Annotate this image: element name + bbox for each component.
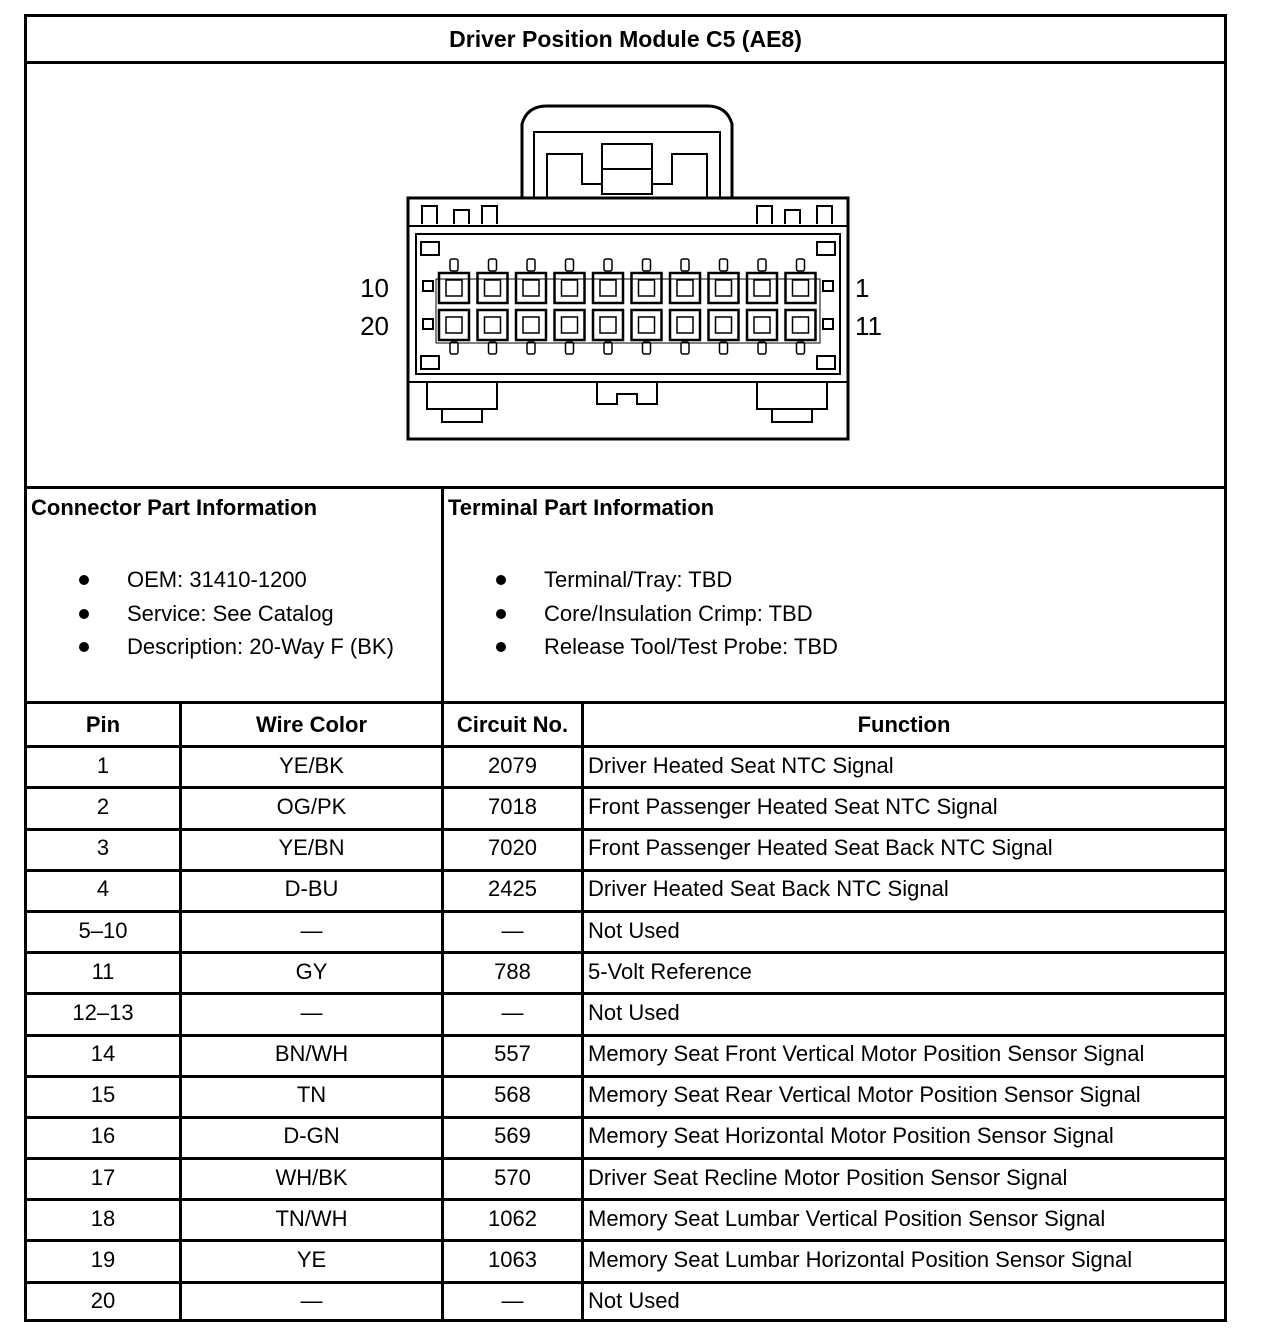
circuit-no-cell: 788 <box>494 958 531 984</box>
wire-color-cell: WH/BK <box>275 1164 348 1190</box>
pin-terminal <box>600 280 616 296</box>
pin-cell: 14 <box>90 1041 116 1067</box>
pin-terminal <box>639 317 655 333</box>
pin-cell: 1 <box>96 752 110 778</box>
list-item: Service: See Catalog <box>27 597 394 631</box>
list-item: OEM: 31410-1200 <box>27 563 394 597</box>
wire-color-cell: TN/WH <box>275 1205 348 1231</box>
wire-color-cell: — <box>300 1288 323 1314</box>
pin-latch <box>643 342 651 354</box>
connector-info-heading: Connector Part Information <box>31 495 318 520</box>
pin-cavity <box>747 273 777 303</box>
pin-label-10: 10 <box>360 273 389 303</box>
pin-cavity <box>709 273 739 303</box>
pin-label-20: 20 <box>360 311 389 341</box>
function-cell: Not Used <box>588 917 680 943</box>
pin-latch <box>720 259 728 271</box>
connector-diagram <box>27 64 1224 486</box>
pinout-sheet <box>24 14 1227 1322</box>
bullet-icon <box>79 642 89 652</box>
pin-latch <box>758 259 766 271</box>
pin-cell: 18 <box>90 1205 116 1231</box>
pin-terminal <box>677 280 693 296</box>
pin-latch <box>566 259 574 271</box>
circuit-no-cell: — <box>501 1288 524 1314</box>
wire-color-cell: YE/BK <box>279 752 344 778</box>
wire-color-cell: D-BU <box>284 876 339 902</box>
pin-terminal <box>716 317 732 333</box>
table-row <box>27 1281 1224 1322</box>
pin-latch <box>527 342 535 354</box>
circuit-no-cell: — <box>501 999 524 1025</box>
pin-latch <box>797 342 805 354</box>
pin-cavity <box>709 310 739 340</box>
list-item: Core/Insulation Crimp: TBD <box>444 597 838 631</box>
table-row <box>27 1157 1224 1198</box>
wire-color-cell: TN <box>296 1082 327 1108</box>
pin-latch <box>566 342 574 354</box>
pin-cavity <box>516 273 546 303</box>
pin-cavity <box>516 310 546 340</box>
bullet-icon <box>496 575 506 585</box>
table-row <box>27 910 1224 951</box>
function-cell: 5-Volt Reference <box>588 958 752 984</box>
pin-latch <box>450 259 458 271</box>
wire-color-cell: — <box>300 917 323 943</box>
circuit-no-cell: 557 <box>494 1041 531 1067</box>
wire-color-cell: D-GN <box>283 1123 340 1149</box>
circuit-no-cell: 1062 <box>488 1205 537 1231</box>
pin-terminal <box>793 280 809 296</box>
circuit-no-cell: 1063 <box>488 1247 537 1273</box>
pin-latch <box>604 259 612 271</box>
circuit-no-cell: 7018 <box>488 793 537 819</box>
pin-terminal <box>562 317 578 333</box>
pin-latch <box>450 342 458 354</box>
pin-latch <box>489 342 497 354</box>
divider <box>27 486 1224 489</box>
circuit-no-cell: — <box>501 917 524 943</box>
pinout-table <box>27 704 1224 1322</box>
table-row <box>27 1034 1224 1075</box>
circuit-no-cell: 568 <box>494 1082 531 1108</box>
pin-latch <box>681 259 689 271</box>
pin-terminal <box>523 280 539 296</box>
function-cell: Front Passenger Heated Seat Back NTC Signal <box>588 835 1053 861</box>
function-cell: Memory Seat Lumbar Vertical Position Sensor Signal <box>588 1205 1106 1231</box>
pin-latch <box>489 259 497 271</box>
terminal-info-list <box>444 563 838 664</box>
pin-label-11: 11 <box>855 311 882 341</box>
list-item: Release Tool/Test Probe: TBD <box>444 630 838 664</box>
pin-cell: 4 <box>96 876 110 902</box>
function-cell: Driver Seat Recline Motor Position Sensor Signal <box>588 1164 1068 1190</box>
function-cell: Memory Seat Front Vertical Motor Position Sensor Signal <box>588 1041 1145 1067</box>
pin-cavity <box>670 273 700 303</box>
pin-cavity <box>632 310 662 340</box>
pin-latch <box>797 259 805 271</box>
wire-color-cell: OG/PK <box>276 793 347 819</box>
table-row <box>27 1075 1224 1116</box>
pin-cavity <box>593 273 623 303</box>
pin-cavity <box>786 273 816 303</box>
pin-terminal <box>446 280 462 296</box>
header-circuit-no: Circuit No. <box>456 711 569 737</box>
function-cell: Not Used <box>588 999 680 1025</box>
pin-terminal <box>716 280 732 296</box>
pin-terminal <box>754 280 770 296</box>
pin-cavity <box>786 310 816 340</box>
pin-latch <box>681 342 689 354</box>
function-cell: Front Passenger Heated Seat NTC Signal <box>588 793 998 819</box>
pin-cavity <box>555 310 585 340</box>
table-row <box>27 1239 1224 1280</box>
list-item: Terminal/Tray: TBD <box>444 563 838 597</box>
pin-cell: 5–10 <box>78 917 128 943</box>
function-cell: Driver Heated Seat Back NTC Signal <box>588 876 949 902</box>
pin-cavity <box>478 310 508 340</box>
pin-latch <box>758 342 766 354</box>
wire-color-cell: BN/WH <box>274 1041 349 1067</box>
bullet-icon <box>496 609 506 619</box>
pin-cell: 12–13 <box>72 999 134 1025</box>
pin-cell: 17 <box>90 1164 116 1190</box>
function-cell: Driver Heated Seat NTC Signal <box>588 752 894 778</box>
header-pin: Pin <box>85 711 121 737</box>
table-row <box>27 745 1224 786</box>
pin-cavity <box>555 273 585 303</box>
pin-terminal <box>639 280 655 296</box>
pin-terminal <box>754 317 770 333</box>
pin-terminal <box>446 317 462 333</box>
table-row <box>27 992 1224 1033</box>
table-row <box>27 1198 1224 1239</box>
pin-cell: 15 <box>90 1082 116 1108</box>
table-row <box>27 828 1224 869</box>
pin-cavity <box>478 273 508 303</box>
function-cell: Memory Seat Lumbar Horizontal Position Sensor Signal <box>588 1247 1133 1273</box>
wire-color-cell: — <box>300 999 323 1025</box>
table-row <box>27 869 1224 910</box>
pin-terminal <box>677 317 693 333</box>
pin-latch <box>604 342 612 354</box>
table-header-row <box>27 704 1224 745</box>
terminal-info-heading: Terminal Part Information <box>448 495 715 520</box>
connector-info-list <box>27 563 394 664</box>
list-item: Description: 20-Way F (BK) <box>27 630 394 664</box>
table-row <box>27 786 1224 827</box>
wire-color-cell: GY <box>295 958 328 984</box>
pin-label-1: 1 <box>855 273 870 303</box>
circuit-no-cell: 569 <box>494 1123 531 1149</box>
table-row <box>27 951 1224 992</box>
pin-terminal <box>562 280 578 296</box>
function-cell: Not Used <box>588 1288 680 1314</box>
pin-cell: 3 <box>96 835 110 861</box>
pin-terminal <box>485 317 501 333</box>
pin-cell: 19 <box>90 1247 116 1273</box>
bullet-icon <box>79 575 89 585</box>
pin-latch <box>527 259 535 271</box>
pin-cell: 11 <box>91 958 115 984</box>
bullet-icon <box>79 609 89 619</box>
pin-cell: 16 <box>90 1123 116 1149</box>
function-cell: Memory Seat Rear Vertical Motor Position Sensor Signal <box>588 1082 1141 1108</box>
circuit-no-cell: 7020 <box>488 835 537 861</box>
table-row <box>27 1116 1224 1157</box>
bullet-icon <box>496 642 506 652</box>
sheet-title: Driver Position Module C5 (AE8) <box>449 25 802 52</box>
connector-latch <box>522 106 732 198</box>
pin-cavity <box>593 310 623 340</box>
pin-cavity <box>439 310 469 340</box>
pin-terminal <box>523 317 539 333</box>
pin-cavity <box>439 273 469 303</box>
circuit-no-cell: 2079 <box>488 752 537 778</box>
header-wire-color: Wire Color <box>255 711 368 737</box>
pin-latch <box>643 259 651 271</box>
pin-cavity <box>747 310 777 340</box>
wire-color-cell: YE <box>296 1247 327 1273</box>
pin-cell: 20 <box>90 1288 116 1314</box>
pin-cavity <box>670 310 700 340</box>
pin-latch <box>720 342 728 354</box>
pin-cell: 2 <box>96 793 110 819</box>
pin-terminal <box>793 317 809 333</box>
wire-color-cell: YE/BN <box>278 835 345 861</box>
pin-terminal <box>600 317 616 333</box>
circuit-no-cell: 2425 <box>488 876 537 902</box>
header-function: Function <box>857 711 951 737</box>
circuit-no-cell: 570 <box>494 1164 531 1190</box>
pin-terminal <box>485 280 501 296</box>
function-cell: Memory Seat Horizontal Motor Position Sensor Signal <box>588 1123 1114 1149</box>
pin-cavity <box>632 273 662 303</box>
